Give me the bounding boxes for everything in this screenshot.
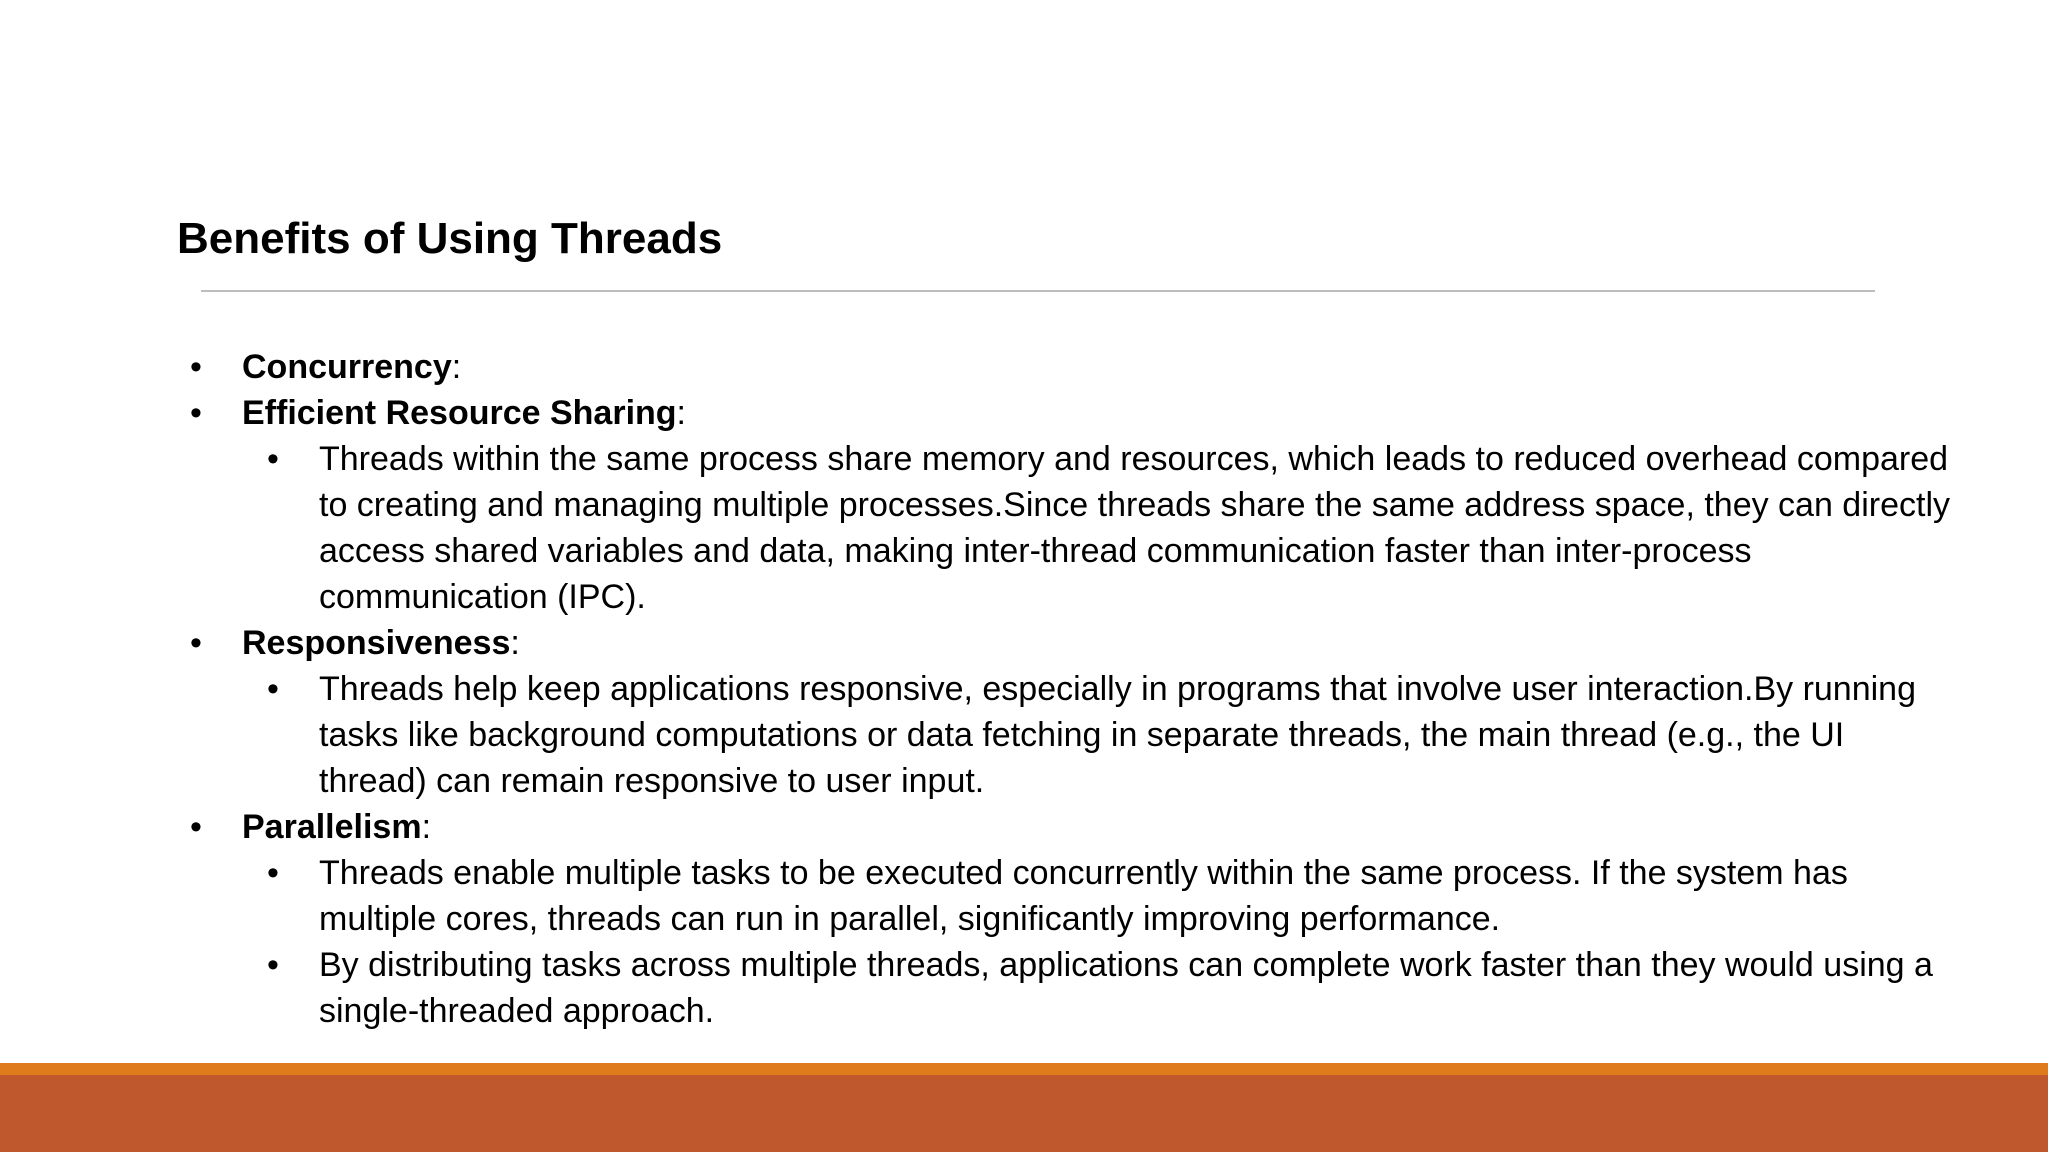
bullet-icon: • — [190, 624, 202, 662]
heading-colon: : — [451, 348, 462, 386]
sub-list-item-text: Threads help keep applications responsive, especially in programs that involve user interaction.By running tasks like background computations or data fetching in separate threads, the main thread (e.g., the UI thread) can remain responsive to user input. — [319, 670, 1916, 800]
bullet-icon: • — [267, 854, 279, 892]
list-item-heading: Responsiveness — [242, 624, 511, 662]
heading-colon: : — [510, 624, 520, 662]
sub-list-item-text: By distributing tasks across multiple threads, applications can complete work faster than they would using a single-threaded approach. — [319, 946, 1933, 1030]
bullet-icon: • — [267, 946, 279, 984]
sub-list-item-text: Threads enable multiple tasks to be executed concurrently within the same process. If the system has multiple cores, threads can run in parallel, significantly improving performance. — [319, 854, 1848, 938]
slide-title: Benefits of Using Threads — [177, 214, 723, 263]
heading-colon: : — [676, 394, 686, 432]
footer-accent-stripe — [0, 1063, 2048, 1075]
footer-bar — [0, 1075, 2048, 1152]
heading-colon: : — [421, 808, 432, 846]
sub-list-item-text: Threads within the same process share memory and resources, which leads to reduced overhead compared to creating and managing multiple processes.Since threads share the same address space, they can directly access shared variables and data, making inter-thread communication faster than inter-process communication (IPC). — [319, 440, 1951, 616]
title-divider — [201, 290, 1875, 292]
list-item-heading: Efficient Resource Sharing — [242, 394, 677, 432]
list-item — [190, 804, 1950, 850]
sub-list-item — [190, 850, 1950, 942]
bullet-icon: • — [267, 440, 279, 478]
sub-list-item — [190, 436, 1950, 620]
list-item-heading: Parallelism — [242, 808, 422, 846]
list-item — [190, 390, 1950, 436]
sub-list-item — [190, 666, 1950, 804]
list-item-heading: Concurrency — [242, 348, 452, 386]
bullet-icon: • — [267, 670, 279, 708]
sub-list-item — [190, 942, 1950, 1034]
list-item — [190, 344, 1950, 390]
bullet-icon: • — [190, 348, 202, 386]
bullet-icon: • — [190, 394, 202, 432]
bullet-list — [190, 344, 1950, 1034]
bullet-icon: • — [190, 808, 202, 846]
list-item — [190, 620, 1950, 666]
